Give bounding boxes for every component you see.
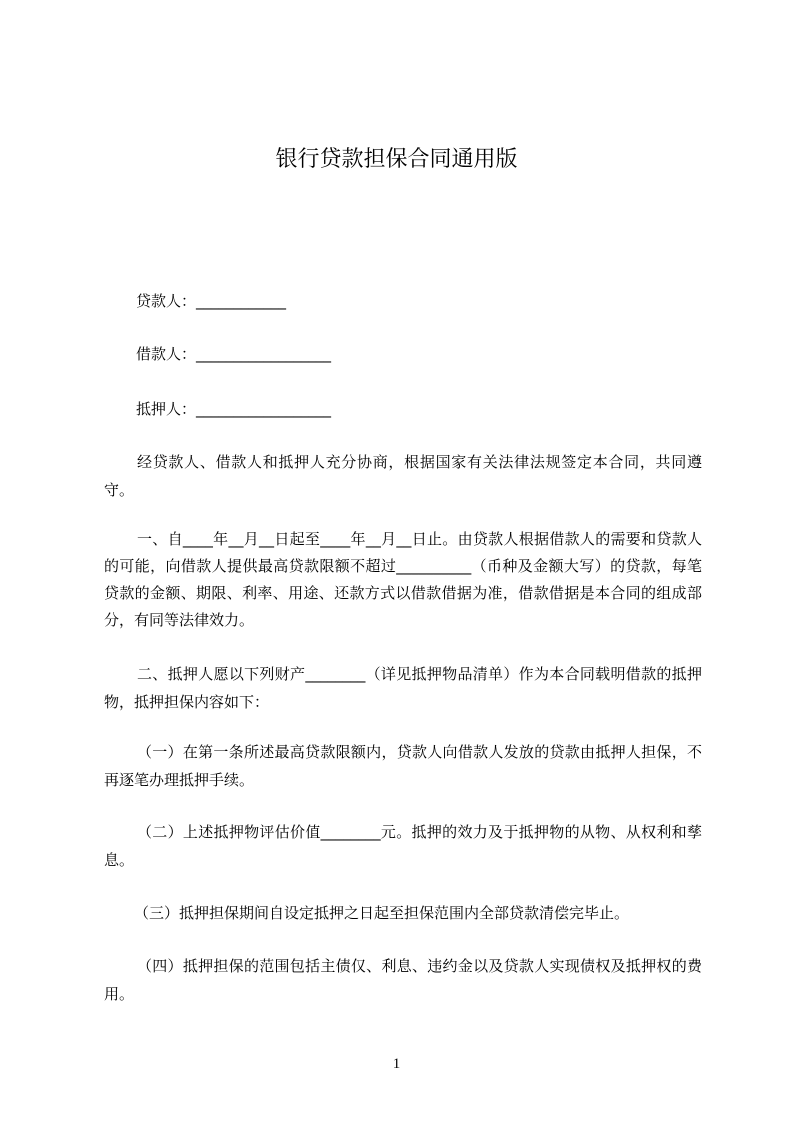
clause-2-paragraph: 二、抵押人愿以下列财产________（详见抵押物品清单）作为本合同载明借款的抵押物，抵押担保内容如下： [104, 665, 702, 711]
clause-2-3-paragraph: （三）抵押担保期间自设定抵押之日起至担保范围内全部贷款清偿完毕止。 [134, 904, 630, 922]
lender-field: 贷款人：____________ [136, 292, 287, 310]
clause-2-1-paragraph: （一）在第一条所述最高贷款限额内，贷款人向借款人发放的贷款由抵押人担保，不再逐笔办理抵押手续。 [104, 743, 702, 789]
clause-2-4-paragraph: （四）抵押担保的范围包括主债仅、利息、违约金以及贷款人实现债权及抵押权的费用。 [104, 957, 702, 1003]
borrower-field: 借款人：__________________ [136, 345, 332, 363]
clause-2-2-paragraph: （二）上述抵押物评估价值________元。抵押的效力及于抵押物的从物、从权利和孳息。 [104, 823, 702, 869]
clause-1-paragraph: 一、自____年__月__日起至____年__月__日止。由贷款人根据借款人的需要和贷款人的可能，向借款人提供最高贷款限额不超过__________（币种及金额大写）的贷款，每笔贷款的金额、期限、利率、用途、还款方式以借款借据为准，借款借据是本合同的组成部分，有同等法律效力。 [104, 530, 702, 629]
page-number: 1 [392, 1056, 401, 1072]
preamble-paragraph: 经贷款人、借款人和抵押人充分协商，根据国家有关法律法规签定本合同，共同遵守。 [104, 453, 702, 499]
mortgagor-field: 抵押人：__________________ [136, 400, 332, 418]
document-title: 银行贷款担保合同通用版 [275, 147, 518, 172]
